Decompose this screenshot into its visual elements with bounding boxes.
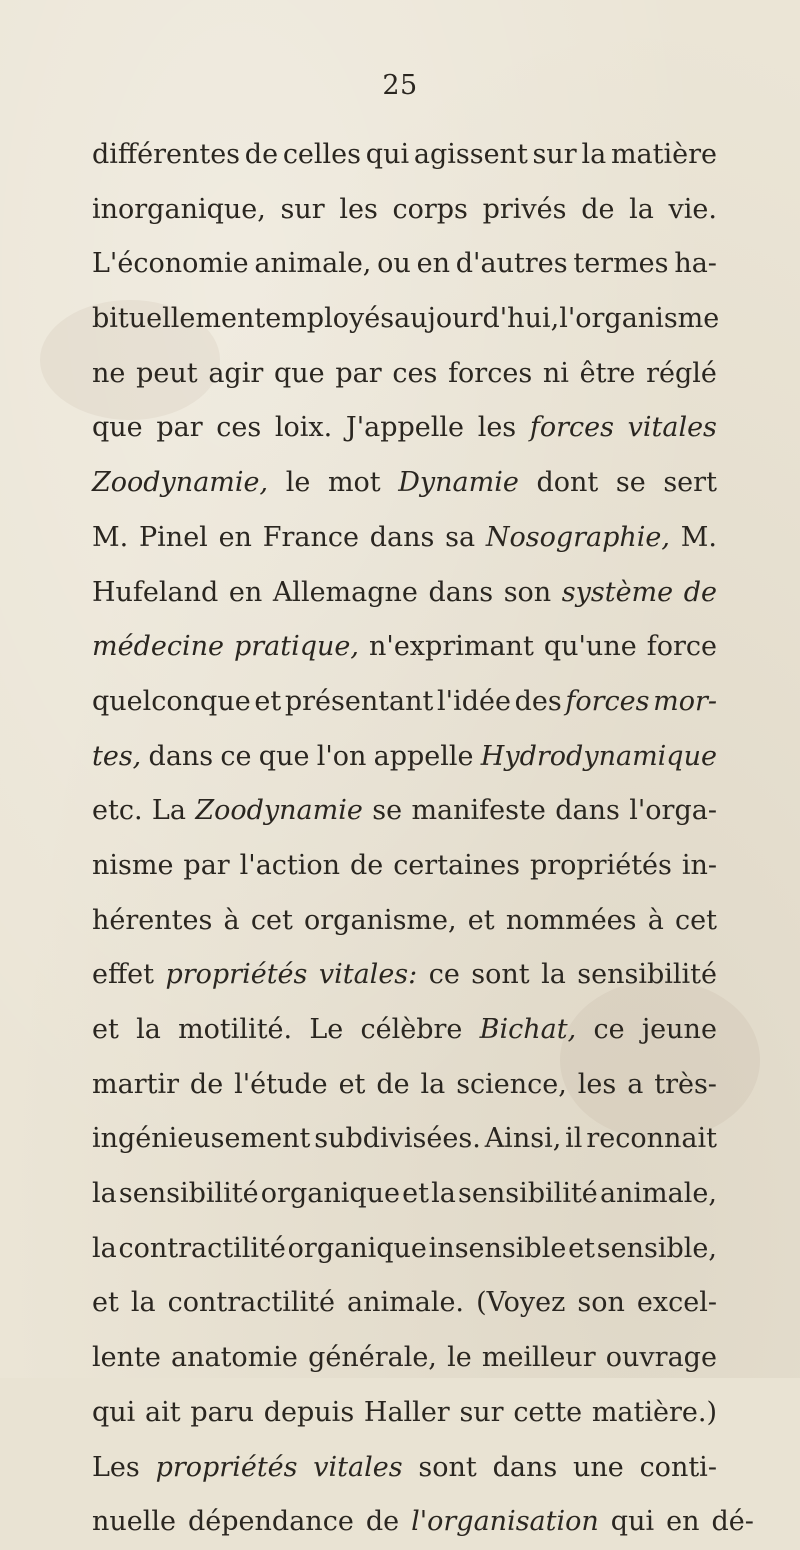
word: qu'une [543, 631, 637, 663]
word: cet [675, 904, 717, 936]
word: en [416, 248, 450, 280]
text-line [92, 1222, 717, 1277]
word: que [273, 357, 325, 389]
word: en [228, 576, 263, 608]
word: Allemagne [272, 576, 418, 608]
word: ces [216, 412, 262, 444]
word: qui [365, 139, 410, 170]
italic-word: pratique, [233, 631, 359, 663]
word: dans [369, 521, 435, 553]
word: dans [148, 740, 214, 772]
word: animale, [254, 248, 372, 280]
word: appelle [373, 740, 474, 772]
word: qui [92, 1396, 136, 1428]
text-line [92, 183, 717, 238]
word: Pinel [139, 521, 208, 553]
word: organique [260, 1178, 400, 1210]
text-line [92, 675, 717, 730]
italic-word: Nosographie, [485, 521, 670, 553]
word: martir [92, 1068, 179, 1100]
word: ne [92, 357, 126, 389]
word: et [568, 1232, 595, 1264]
word: que [258, 740, 310, 772]
word: d'autres [455, 248, 568, 280]
word: de [244, 139, 279, 170]
word: a [627, 1068, 644, 1100]
word: science, [456, 1068, 567, 1100]
word: sensible, [596, 1232, 717, 1264]
italic-word: Dynamie [398, 467, 519, 499]
word: l'organisme [559, 303, 720, 335]
word: matière [610, 139, 717, 170]
word: M. [92, 521, 129, 553]
word: la [92, 1178, 117, 1210]
word: à [223, 904, 240, 936]
word: être [579, 357, 636, 389]
word: cet [250, 904, 293, 936]
word: excel- [636, 1287, 717, 1319]
word: de [349, 849, 384, 881]
word: à [647, 904, 664, 936]
word: agissent [413, 139, 528, 170]
text-line [92, 566, 717, 621]
word: ni [542, 357, 569, 389]
word: de [581, 193, 615, 225]
page-number: 25 [382, 70, 418, 101]
word: ouvrage [605, 1342, 717, 1374]
word: France [262, 521, 359, 553]
word: M. [680, 521, 717, 553]
word: sert [663, 467, 717, 499]
text-line [92, 347, 717, 402]
word: son [503, 576, 552, 608]
word: et [92, 1014, 119, 1045]
word: par [335, 357, 382, 389]
text-line [92, 1495, 754, 1550]
word: Le [309, 1014, 344, 1045]
word: réglé [646, 357, 717, 389]
word: le [285, 467, 311, 499]
word: son [577, 1287, 625, 1319]
word: paru [190, 1396, 255, 1428]
word: reconnait [586, 1123, 717, 1155]
word: termes [573, 248, 669, 280]
word: mot [327, 467, 381, 499]
word: ingénieusement [92, 1123, 311, 1155]
word: certaines [393, 849, 521, 881]
italic-word: Zoodynamie, [92, 467, 269, 499]
word: la [541, 959, 566, 991]
word: dans [428, 576, 494, 608]
word: motilité. [178, 1014, 293, 1045]
text-line [92, 948, 717, 1003]
word: L'économie [92, 248, 249, 280]
word: organique [287, 1232, 427, 1264]
word: animale, [599, 1178, 717, 1210]
body-text [92, 128, 754, 1550]
word: Haller [363, 1396, 450, 1428]
text-line [92, 511, 717, 566]
word: force [646, 631, 717, 663]
word: et [92, 1287, 119, 1319]
word: qui [610, 1506, 655, 1538]
word: la [581, 139, 607, 170]
word: se [372, 795, 403, 827]
text-line [92, 1003, 717, 1058]
text-line [92, 1112, 717, 1167]
italic-word: forces [565, 685, 650, 717]
word: (Voyez [476, 1287, 566, 1319]
word: meilleur [481, 1342, 596, 1374]
word: différentes [92, 139, 241, 170]
word: en [666, 1506, 700, 1538]
word: il [565, 1123, 583, 1155]
text-line [92, 292, 720, 347]
word: etc. [92, 795, 143, 827]
word: propriétés [529, 849, 672, 881]
word: ce [220, 740, 252, 772]
word: contractilité [118, 1232, 286, 1264]
word: célèbre [360, 1014, 463, 1045]
word: loix. [274, 412, 333, 444]
word: sur [459, 1396, 504, 1428]
text-line [92, 1167, 717, 1222]
italic-word: de [683, 576, 717, 608]
word: sont [418, 1451, 477, 1483]
word: insensible [428, 1232, 567, 1264]
italic-word: vitales [313, 1451, 403, 1483]
word: et [338, 1068, 366, 1100]
word: dépendance [188, 1506, 354, 1538]
text-line [92, 456, 717, 511]
word: cette [513, 1396, 583, 1428]
word: très- [654, 1068, 717, 1100]
word: anatomie [171, 1342, 298, 1374]
italic-word: Bichat, [479, 1014, 577, 1045]
word: inorganique, [92, 193, 266, 225]
text-line [92, 1276, 717, 1331]
word: dont [536, 467, 599, 499]
word: et [254, 685, 282, 717]
word: sensibilité [118, 1178, 259, 1210]
text-line [92, 784, 717, 839]
italic-word: Hydrodynamique [480, 740, 717, 772]
word: sont [471, 959, 530, 991]
italic-word: propriétés [165, 959, 308, 991]
italic-word: propriétés [155, 1451, 298, 1483]
word: privés [482, 193, 567, 225]
text-line [92, 237, 717, 292]
word: les [477, 412, 517, 444]
italic-word: Zoodynamie [195, 795, 363, 827]
word: les [577, 1068, 617, 1100]
word: l'idée [437, 685, 511, 717]
word: Ainsi, [484, 1123, 562, 1155]
word: employés [265, 303, 395, 335]
word: lente [92, 1342, 161, 1374]
italic-word: vitales: [318, 959, 418, 991]
word: l'on [316, 740, 367, 772]
word: et [467, 904, 495, 936]
word: effet [92, 959, 154, 991]
word: ait [145, 1396, 181, 1428]
text-line [92, 1058, 717, 1113]
word: peut [136, 357, 198, 389]
word: l'orga- [629, 795, 717, 827]
word: sur [280, 193, 325, 225]
word: manifeste [411, 795, 546, 827]
italic-word: l'organisation [411, 1506, 599, 1538]
word: jeune [641, 1014, 717, 1045]
italic-word: mor- [653, 685, 717, 717]
word: nisme [92, 849, 174, 881]
word: contractilité [167, 1287, 335, 1319]
text-line [92, 894, 717, 949]
word: de [376, 1068, 410, 1100]
word: sa [445, 521, 476, 553]
word: nommées [505, 904, 637, 936]
word: sensibilité [577, 959, 717, 991]
word: la [420, 1068, 446, 1100]
word: ce [593, 1014, 625, 1045]
word: sensibilité [458, 1178, 598, 1210]
italic-word: médecine [92, 631, 224, 663]
word: forces [448, 357, 533, 389]
word: la [629, 193, 654, 225]
text-line [92, 730, 717, 785]
word: Les [92, 1451, 140, 1483]
word: vie. [668, 193, 717, 225]
word: n'exprimant [369, 631, 534, 663]
italic-word: système [561, 576, 674, 608]
text-line [92, 1441, 717, 1496]
word: l'étude [234, 1068, 328, 1100]
word: subdivisées. [314, 1123, 481, 1155]
word: par [183, 849, 230, 881]
word: aujourd'hui, [394, 303, 560, 335]
word: ha- [674, 248, 717, 280]
word: organisme, [304, 904, 457, 936]
word: animale. [347, 1287, 465, 1319]
word: générale, [308, 1342, 437, 1374]
word: dé- [711, 1506, 754, 1538]
word: in- [681, 849, 717, 881]
word: conti- [639, 1451, 717, 1483]
word: présentant [284, 685, 434, 717]
word: une [573, 1451, 624, 1483]
word: dans [555, 795, 620, 827]
text-line [92, 128, 717, 183]
word: des [514, 685, 562, 717]
text-line [92, 839, 717, 894]
italic-word: vitales [627, 412, 717, 444]
text-line [92, 620, 717, 675]
word: dans [492, 1451, 558, 1483]
word: hérentes [92, 904, 213, 936]
word: de [365, 1506, 400, 1538]
word: agir [208, 357, 264, 389]
word: de [189, 1068, 224, 1100]
word: celles [282, 139, 362, 170]
word: la [136, 1014, 161, 1045]
word: J'appelle [345, 412, 465, 444]
word: la [92, 1232, 117, 1264]
word: bituellement [92, 303, 266, 335]
word: Hufeland [92, 576, 219, 608]
word: se [615, 467, 646, 499]
italic-word: forces [529, 412, 614, 444]
word: nuelle [92, 1506, 177, 1538]
word: ou [377, 248, 411, 280]
word: ces [392, 357, 438, 389]
text-line [92, 1386, 717, 1441]
word: et [402, 1178, 429, 1210]
word: ce [428, 959, 460, 991]
word: que [92, 412, 143, 444]
word: les [339, 193, 378, 225]
word: l'action [239, 849, 341, 881]
italic-word: tes, [92, 740, 142, 772]
text-line [92, 401, 717, 456]
word: la [130, 1287, 156, 1319]
word: quelconque [92, 685, 251, 717]
word: La [151, 795, 186, 827]
word: sur [532, 139, 577, 170]
word: la [431, 1178, 456, 1210]
word: depuis [263, 1396, 355, 1428]
word: par [156, 412, 203, 444]
word: en [218, 521, 252, 553]
word: matière.) [591, 1396, 717, 1428]
word: le [447, 1342, 472, 1374]
word: corps [392, 193, 468, 225]
